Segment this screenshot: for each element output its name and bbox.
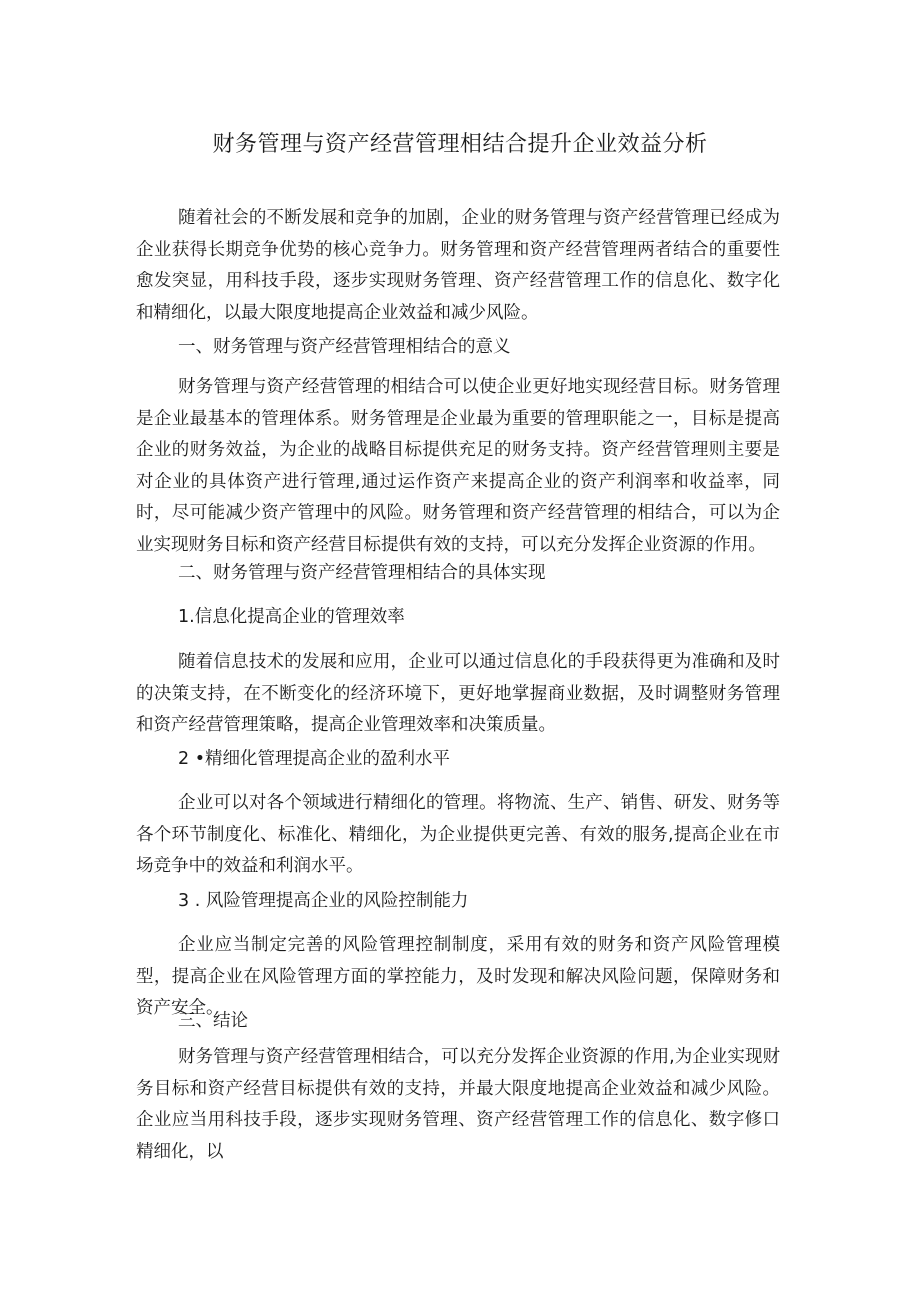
subsection-heading-3: 3 . 风险管理提高企业的风险控制能力 <box>178 891 469 911</box>
conclusion-paragraph: 财务管理与资产经营管理相结合，可以充分发挥企业资源的作用,为企业实现财务目标和资产经营目标提供有效的支持，并最大限度地提高企业效益和减少风险。企业应当用科技手段，逐步实现财务管理、资产经营管理工作的信息化、数字修口精细化，以 <box>136 1047 780 1162</box>
subsection-2-paragraph: 企业可以对各个领域进行精细化的管理。将物流、生产、销售、研发、财务等各个环节制度化、标准化、精细化，为企业提供更完善、有效的服务,提高企业在市场竞争中的效益和利润水平。 <box>136 793 780 876</box>
section-heading-1: 一、财务管理与资产经营管理相结合的意义 <box>178 337 511 357</box>
section-heading-3: 三、结论 <box>178 1011 248 1031</box>
intro-paragraph: 随着社会的不断发展和竞争的加剧，企业的财务管理与资产经营管理已经成为企业获得长期竞争优势的核心竞争力。财务管理和资产经营管理两者结合的重要性愈发突显，用科技手段，逐步实现财务管理、资产经营管理工作的信息化、数字化和精细化，以最大限度地提高企业效益和减少风险。 <box>136 208 780 323</box>
section-heading-2: 二、财务管理与资产经营管理相结合的具体实现 <box>178 563 546 583</box>
subsection-heading-2: 2 •精细化管理提高企业的盈利水平 <box>178 749 451 769</box>
subsection-3-paragraph: 企业应当制定完善的风险管理控制制度，采用有效的财务和资产风险管理模型，提高企业在风险管理方面的掌控能力，及时发现和解决风险问题，保障财务和资产安全。 <box>136 935 780 1018</box>
section-1-paragraph: 财务管理与资产经营管理的相结合可以使企业更好地实现经营目标。财务管理是企业最基本的管理体系。财务管理是企业最为重要的管理职能之一，目标是提高企业的财务效益，为企业的战略目标提供充足的财务支持。资产经营管理则主要是对企业的具体资产进行管理,通过运作资产来提高企业的资产利润率和收益率，同时，尽可能减少资产管理中的风险。财务管理和资产经营管理的相结合，可以为企业实现财务目标和资产经营目标提供有效的支持，可以充分发挥企业资源的作用。 <box>136 377 780 555</box>
document-title: 财务管理与资产经营管理相结合提升企业效益分析 <box>212 132 708 157</box>
subsection-1-paragraph: 随着信息技术的发展和应用，企业可以通过信息化的手段获得更为准确和及时的决策支持，在不断变化的经济环境下，更好地掌握商业数据，及时调整财务管理和资产经营管理策略，提高企业管理效率和决策质量。 <box>136 652 780 735</box>
subsection-heading-1: 1.信息化提高企业的管理效率 <box>178 607 405 627</box>
